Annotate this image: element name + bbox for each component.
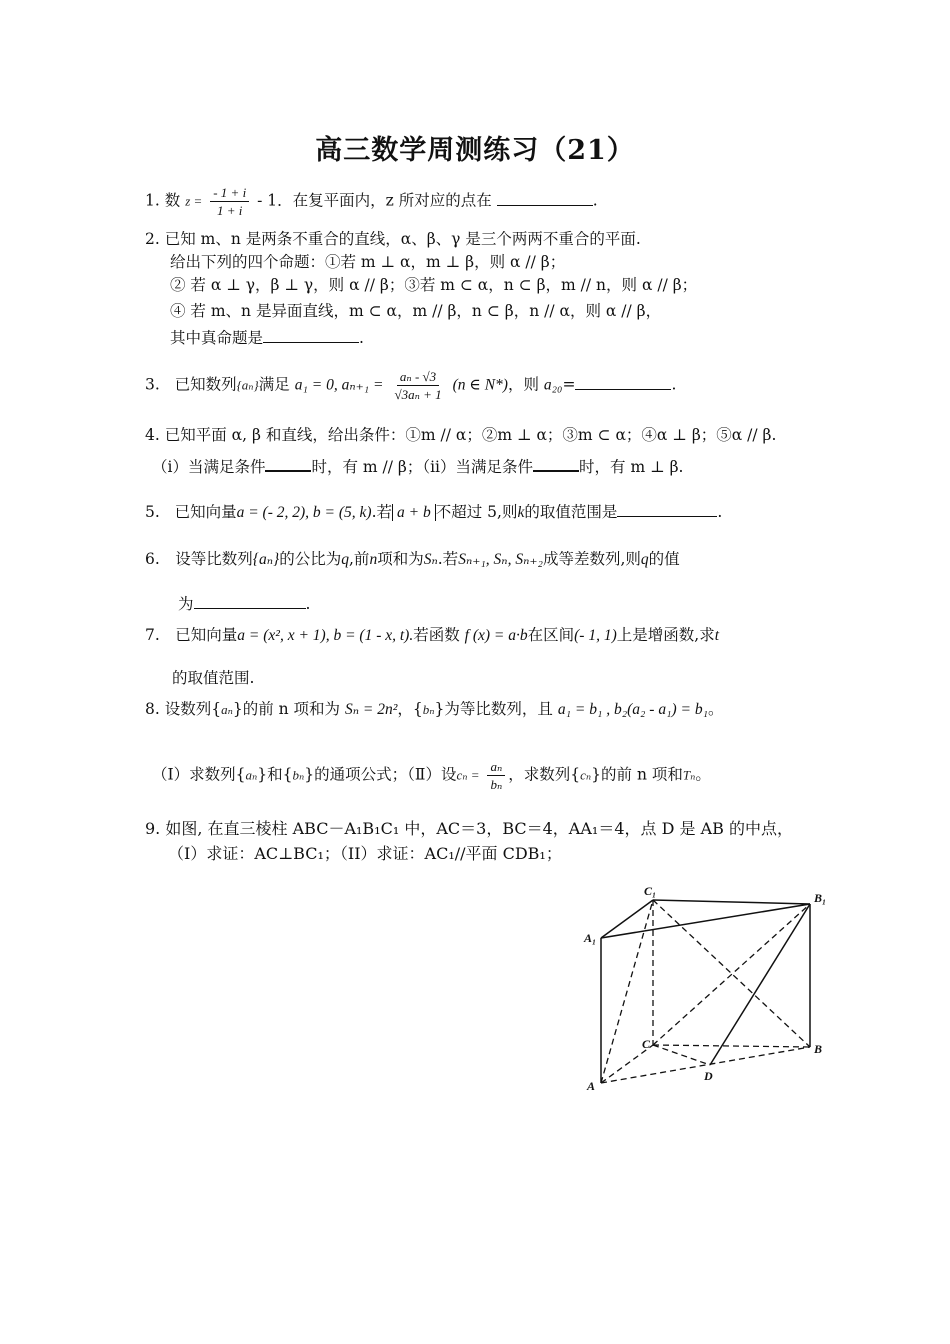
question-6-line-2: 为 .	[178, 595, 311, 613]
edge-CB	[653, 1045, 810, 1047]
question-2-line-2: 给出下列的四个命题：①若 m ⊥ α，m ⊥ β，则 α // β；	[170, 253, 566, 271]
label-C: C	[642, 1037, 651, 1051]
segment-AC1	[601, 900, 653, 1083]
q8-fraction: $\frac{\text{aₙ}}{\text{bₙ}}$	[487, 758, 505, 793]
edge-C1B1	[653, 900, 810, 904]
question-9-line-1: 9. 如图, 在直三棱柱 ABC－A₁B₁C₁ 中，AC＝3，BC＝4，AA₁＝4，点 D 是 AB 的中点，	[145, 819, 793, 838]
question-7-line-2: 的取值范围.	[172, 669, 255, 687]
question-8-line-2: （Ⅰ）求数列{aₙ}和{bₙ}的通项公式；（Ⅱ）设cₙ = $\frac{\text{aₙ}}{\text{bₙ}}$ ，求数列{cₙ}的前 n 项和Tₙ。	[152, 759, 711, 792]
prism-figure	[580, 880, 840, 1095]
q1-fraction: $\frac{- 1 + i}{1 + i}$	[210, 184, 249, 219]
edge-A1C1	[601, 900, 653, 938]
answer-blank[interactable]	[617, 502, 717, 517]
answer-blank[interactable]	[575, 375, 671, 390]
prism-hidden-edges	[601, 900, 810, 1083]
answer-blank[interactable]	[265, 456, 311, 472]
question-3: 3. 已知数列{aₙ}满足 a₁ = 0, aₙ₊₁ = $\frac{\text{aₙ - √3}}{\text{√3aₙ + 1}}$ (n ∈ N*)，则 a₂₀= .	[145, 369, 677, 402]
question-2-line-3: ② 若 α ⊥ γ，β ⊥ γ，则 α // β；③若 m ⊂ α，n ⊂ β，m // n，则 α // β；	[170, 276, 698, 294]
question-6-line-1: 6. 设等比数列{aₙ}的公比为q,前n项和为Sₙ.若Sₙ₊₁, Sₙ, Sₙ₊₂成等差数列,则q的值	[145, 550, 680, 568]
question-5: 5. 已知向量a = (- 2, 2), b = (5, k).若 a + b 不超过 5,则k的取值范围是 .	[145, 503, 723, 521]
answer-blank[interactable]	[194, 594, 306, 609]
question-1: 1. 数 z = $\frac{- 1 + i}{1 + i}$ - 1．在复平面内，z 所对应的点在 .	[145, 185, 598, 218]
page-title: 高三数学周测练习（21）	[315, 135, 635, 166]
label-A: A	[587, 1079, 596, 1093]
answer-blank[interactable]	[263, 328, 359, 343]
segment-DB1	[710, 904, 810, 1065]
question-7-line-1: 7. 已知向量a = (x², x + 1), b = (1 - x, t).若函数 f (x) = a·b在区间(- 1, 1)上是增函数,求t	[145, 626, 720, 644]
label-D: D	[704, 1069, 713, 1083]
label-B: B	[814, 1042, 823, 1056]
label-A1: A₁	[584, 931, 597, 945]
q3-fraction: $\frac{\text{aₙ - √3}}{\text{√3aₙ + 1}}$	[394, 369, 442, 402]
label-B1: B₁	[814, 891, 827, 905]
question-2-line-5: 其中真命题是 .	[170, 329, 364, 347]
segment-CD	[653, 1045, 710, 1065]
answer-blank[interactable]	[533, 456, 579, 472]
question-4-line-2: （i）当满足条件 时，有 m // β；（ii）当满足条件 时，有 m ⊥ β.	[152, 458, 684, 476]
segment-C1B	[653, 900, 810, 1047]
question-4-line-1: 4. 已知平面 α, β 和直线，给出条件：①m // α；②m ⊥ α；③m ⊂ α；④α ⊥ β；⑤α // β.	[145, 426, 777, 444]
question-9-line-2: （I）求证：AC⊥BC₁；（II）求证：AC₁//平面 CDB₁；	[168, 844, 562, 863]
question-2-line-1: 2. 已知 m、n 是两条不重合的直线，α、β、γ 是三个两两不重合的平面.	[145, 230, 641, 248]
edge-A1B1	[601, 904, 810, 938]
label-C1: C₁	[644, 884, 657, 898]
prism-solid-edges	[601, 900, 810, 1083]
question-2-line-4: ④ 若 m、n 是异面直线，m ⊂ α，m // β，n ⊂ β，n // α，则 α // β，	[170, 302, 662, 320]
question-8-line-1: 8. 设数列{aₙ}的前 n 项和为 Sₙ = 2n²，{bₙ}为等比数列，且 a₁ = b₁ , b₂(a₂ - a₁) = b₁。	[145, 700, 724, 718]
answer-blank[interactable]	[497, 191, 593, 206]
